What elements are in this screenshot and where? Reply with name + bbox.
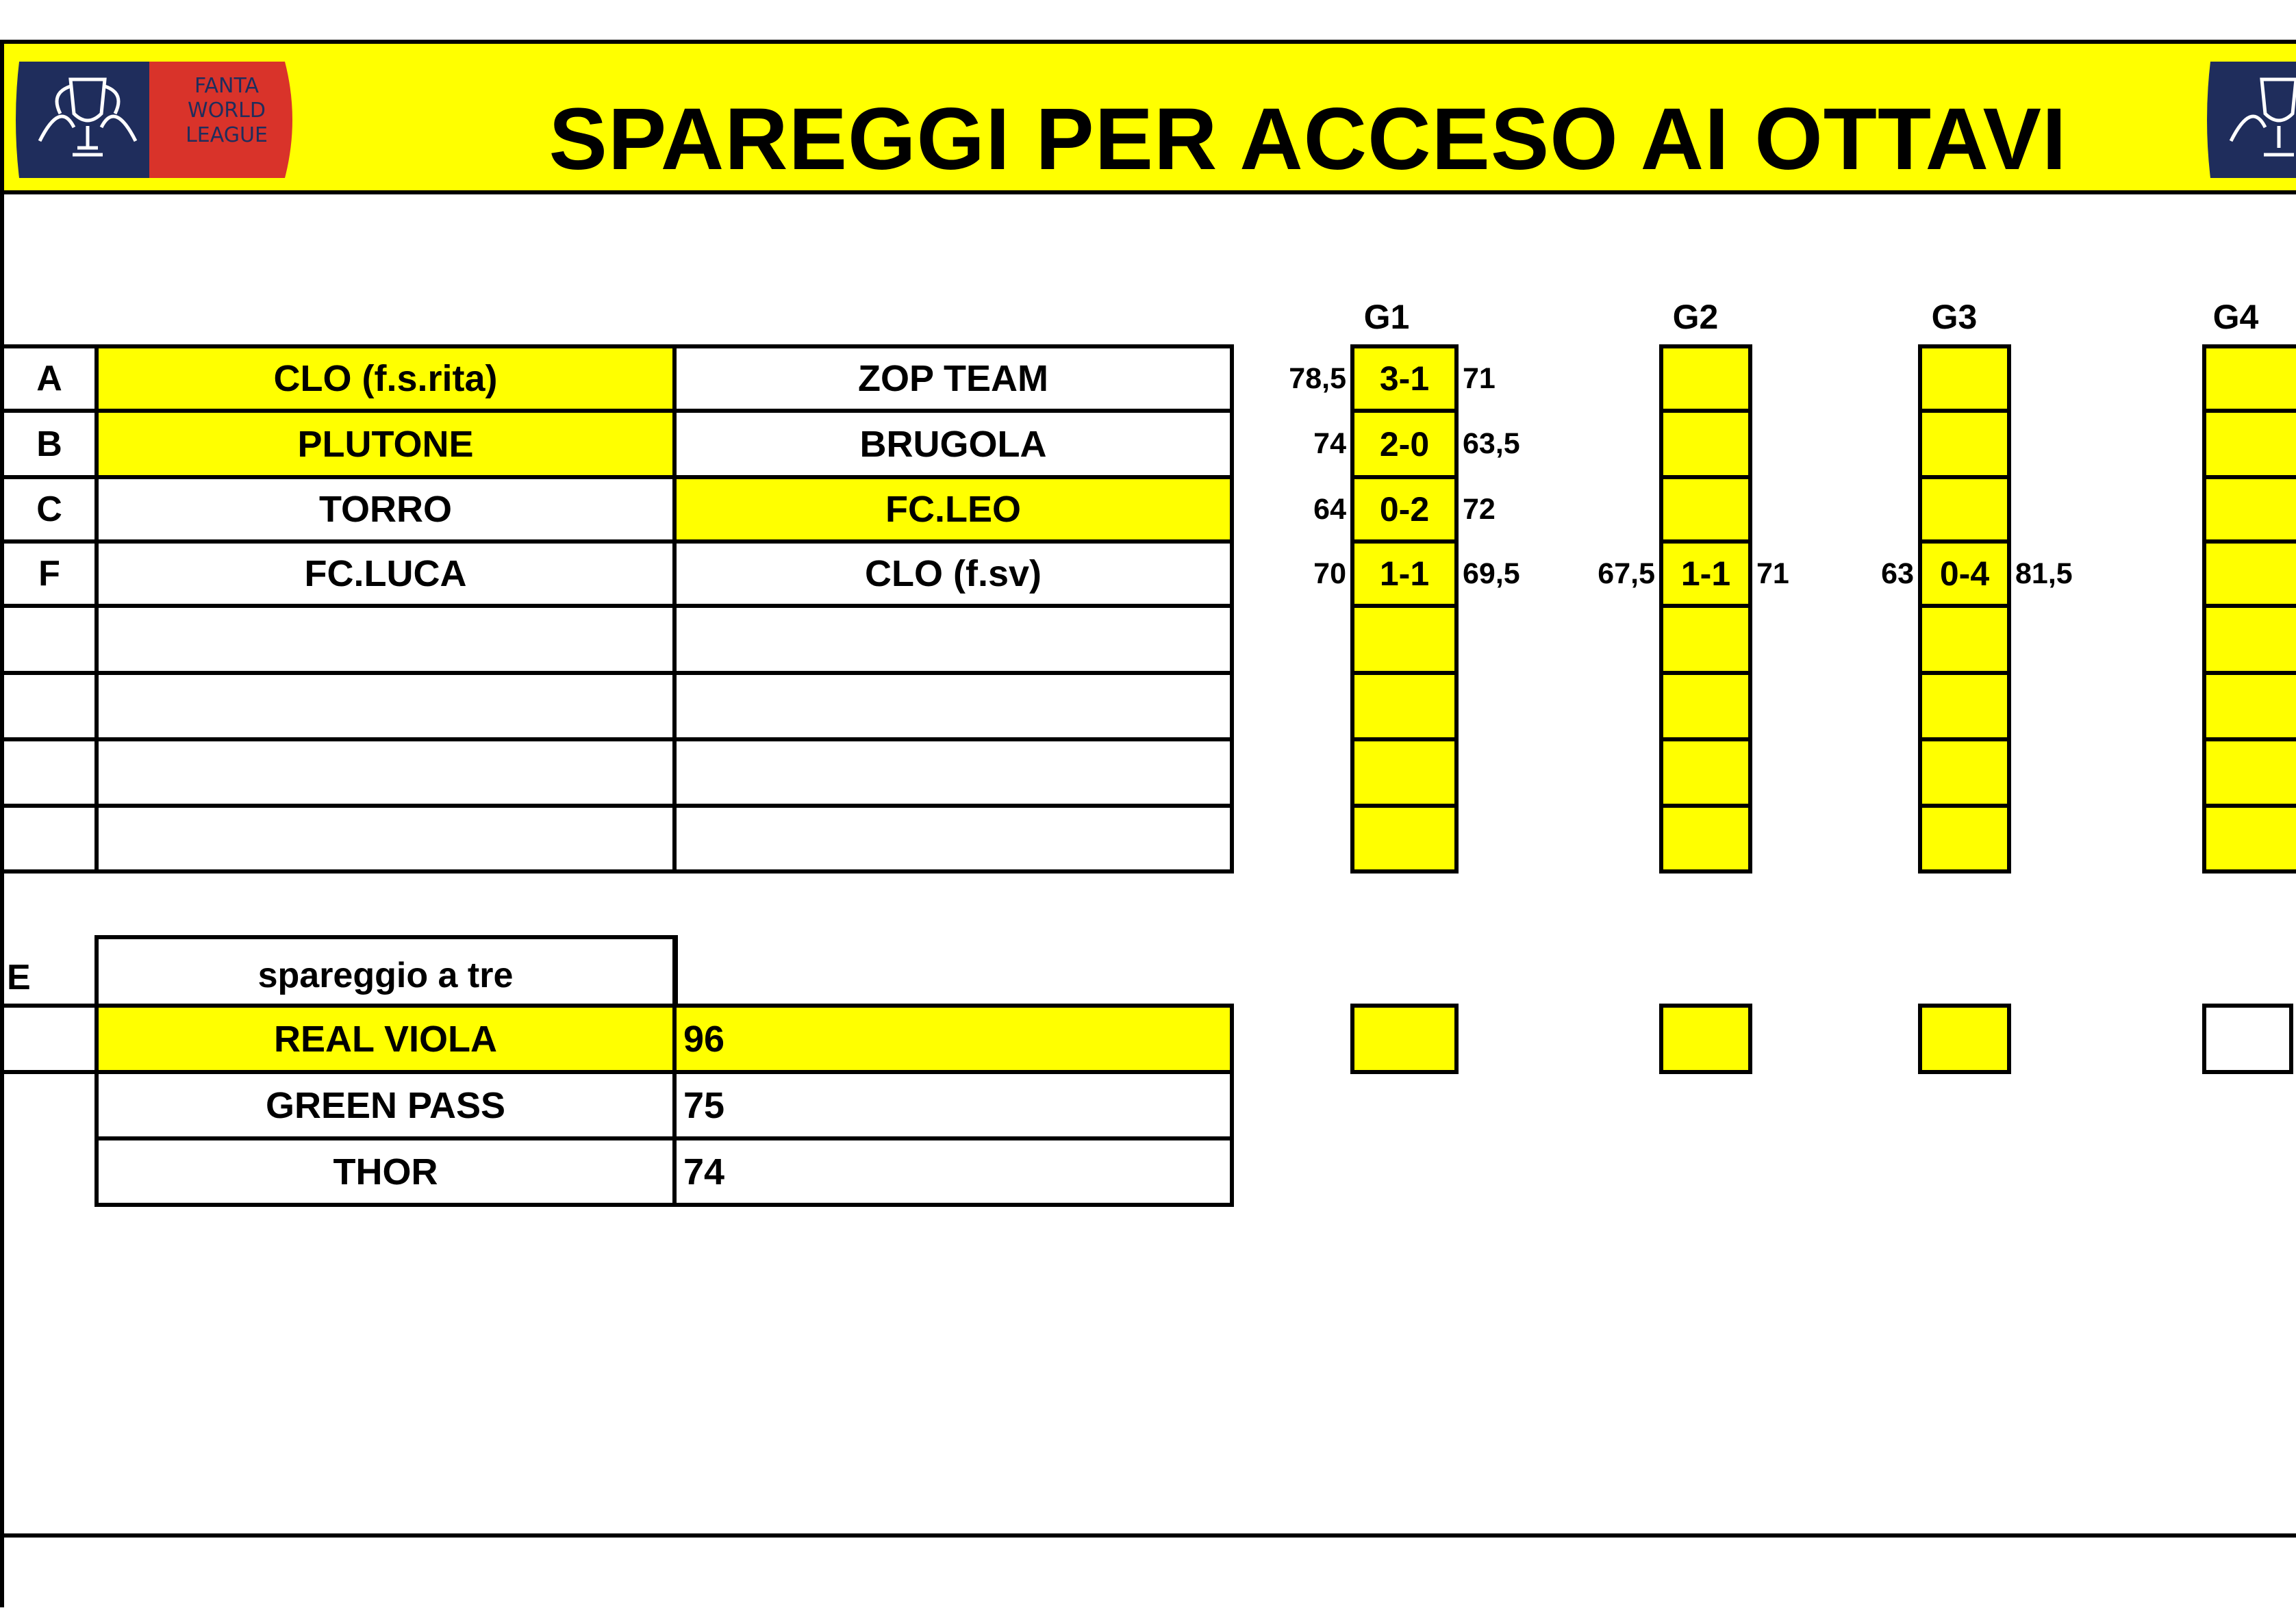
score-column-g3 [1918,344,2011,874]
round-header-g2: G2 [1672,298,1719,336]
match-score: 3-1 [1379,359,1430,398]
three-way-points: 96 [677,1008,1230,1070]
round-header-g4: G4 [2212,298,2259,336]
logo [12,59,293,181]
home-points: 70 [1313,557,1346,590]
three-way-team: THOR [333,1151,438,1193]
three-way-round-box-g4 [2202,1004,2293,1074]
three-way-title: spareggio a tre [257,956,514,995]
score-column-g2 [1659,344,1752,874]
match-score: 0-4 [1939,554,1990,593]
home-team-cell: FC.LUCA [304,553,467,594]
home-points: 78,5 [1289,361,1346,395]
bottom-border [0,1533,2296,1538]
home-points: 64 [1313,492,1346,526]
round-header-g3: G3 [1931,298,1978,336]
three-way-team: REAL VIOLA [99,1008,672,1070]
three-way-round-box-g2 [1659,1004,1752,1074]
home-points: 63 [1881,557,1914,590]
logo-text-line: FANTA [194,74,259,98]
logo-text-line: LEAGUE [186,123,268,147]
left-border [0,40,4,1607]
group-letter: A [36,359,62,398]
away-points: 71 [1463,361,1496,395]
match-score: 2-0 [1379,424,1430,463]
away-points: 72 [1463,492,1496,526]
away-team-cell: FC.LEO [677,479,1230,539]
logo-text-line: WORLD [188,99,266,123]
away-team-cell: BRUGOLA [859,423,1047,465]
score-column-g4 [2202,344,2296,874]
three-way-team: GREEN PASS [265,1084,506,1126]
away-points: 71 [1756,557,1789,590]
three-way-points: 74 [683,1151,725,1193]
group-letter: E [7,958,31,997]
home-team-cell: PLUTONE [99,413,672,475]
home-team-cell: CLO (f.s.rita) [99,348,672,409]
three-way-round-box-g3 [1918,1004,2011,1074]
page-title: SPAREGGI PER ACCESO AI OTTAVI [548,90,2067,188]
away-team-cell: ZOP TEAM [857,358,1048,399]
three-way-points: 75 [683,1084,725,1126]
away-team-cell: CLO (f.sv) [864,553,1042,594]
home-team-cell: TORRO [318,489,452,530]
match-score: 1-1 [1680,554,1731,593]
group-letter: F [38,554,60,594]
home-points: 74 [1313,427,1346,460]
group-letter: C [36,489,62,529]
round-header-g1: G1 [1363,298,1410,336]
away-points: 69,5 [1463,557,1520,590]
away-points: 81,5 [2015,557,2073,590]
match-score: 0-2 [1379,490,1430,528]
home-points: 67,5 [1598,557,1655,590]
group-letter: B [36,424,62,464]
away-points: 63,5 [1463,427,1520,460]
three-way-round-box-g1 [1350,1004,1459,1074]
match-score: 1-1 [1379,554,1430,593]
